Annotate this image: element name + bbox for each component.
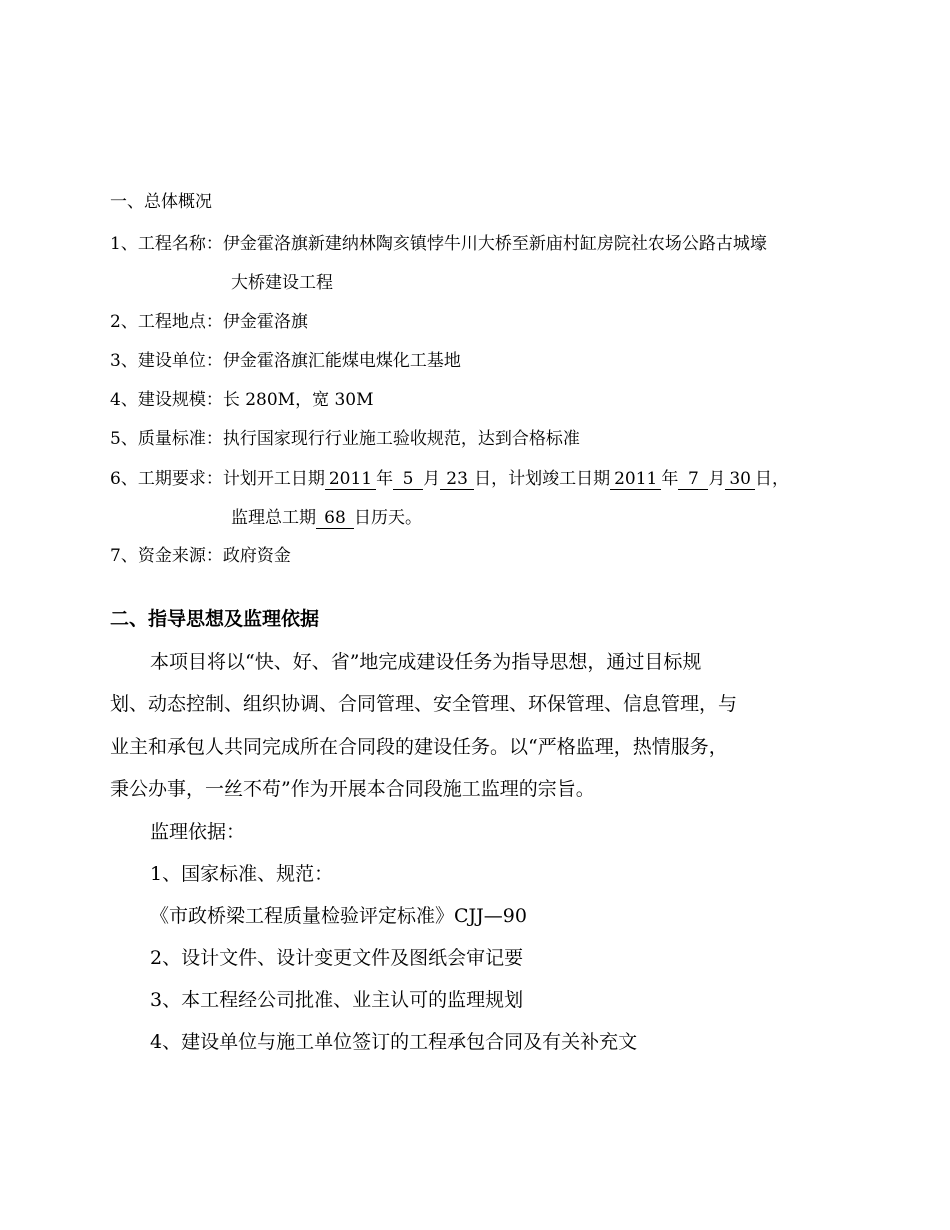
start-month: 5 xyxy=(393,470,423,490)
item-label: 3、建设单位： xyxy=(110,351,223,371)
item-project-location xyxy=(110,314,308,331)
section2-heading: 二、指导思想及监理依据 xyxy=(110,608,320,630)
basis-item: 《市政桥梁工程质量检验评定标准》CJJ—90 xyxy=(150,905,527,927)
item-value: 伊金霍洛旗新建纳林陶亥镇悖牛川大桥至新庙村缸房院社农场公路古城壕 xyxy=(222,234,767,254)
item-label: 7、资金来源： xyxy=(110,546,223,566)
item-project-name-cont: 大桥建设工程 xyxy=(231,273,333,293)
item-construction-scale xyxy=(110,392,374,409)
item-project-name xyxy=(110,236,767,253)
item-funding xyxy=(110,548,291,565)
end-year: 2011 xyxy=(610,470,661,490)
item-value: 政府资金 xyxy=(222,546,291,566)
item-label: 4、建设规模： xyxy=(110,390,223,410)
basis-item: 3、本工程经公司批准、业主认可的监理规划 xyxy=(150,989,524,1011)
item-label: 6、工期要求： xyxy=(110,469,223,489)
end-month: 7 xyxy=(678,470,708,490)
item-value: 执行国家现行行业施工验收规范，达到合格标准 xyxy=(222,429,580,449)
paragraph-line: 本项目将以“快、好、省”地完成建设任务为指导思想，通过目标规 xyxy=(150,651,702,673)
item-value: 长 280M，宽 30M xyxy=(222,390,374,410)
item-value: 伊金霍洛旗汇能煤电煤化工基地 xyxy=(222,351,461,371)
start-day: 23 xyxy=(440,470,474,490)
item-schedule: 6、工期要求：计划开工日期 2011 年 5 月 23 日，计划竣工日期 2011 年 7 月 30 日， xyxy=(110,469,789,489)
end-day: 30 xyxy=(725,470,755,490)
section1-heading: 一、总体概况 xyxy=(110,192,212,212)
basis-item: 4、建设单位与施工单位签订的工程承包合同及有关补充文 xyxy=(150,1031,638,1053)
item-label: 1、工程名称： xyxy=(110,234,223,254)
start-year: 2011 xyxy=(325,470,376,490)
total-days: 68 xyxy=(316,509,354,529)
item-label: 2、工程地点： xyxy=(110,312,223,332)
item-quality-standard xyxy=(110,431,580,448)
item-schedule-total: 监理总工期 68 日历天。 xyxy=(231,508,422,528)
basis-item: 1、国家标准、规范： xyxy=(150,863,334,885)
item-label: 5、质量标准： xyxy=(110,429,223,449)
basis-title: 监理依据： xyxy=(150,821,246,843)
item-construction-unit xyxy=(110,353,461,370)
paragraph-line: 划、动态控制、组织协调、合同管理、安全管理、环保管理、信息管理，与 xyxy=(110,693,738,715)
item-value: 伊金霍洛旗 xyxy=(222,312,308,332)
paragraph-line: 秉公办事，一丝不苟”作为开展本合同段施工监理的宗旨。 xyxy=(110,778,595,800)
basis-item: 2、设计文件、设计变更文件及图纸会审记要 xyxy=(150,947,524,969)
paragraph-line: 业主和承包人共同完成所在合同段的建设任务。以“严格监理，热情服务， xyxy=(110,736,728,758)
